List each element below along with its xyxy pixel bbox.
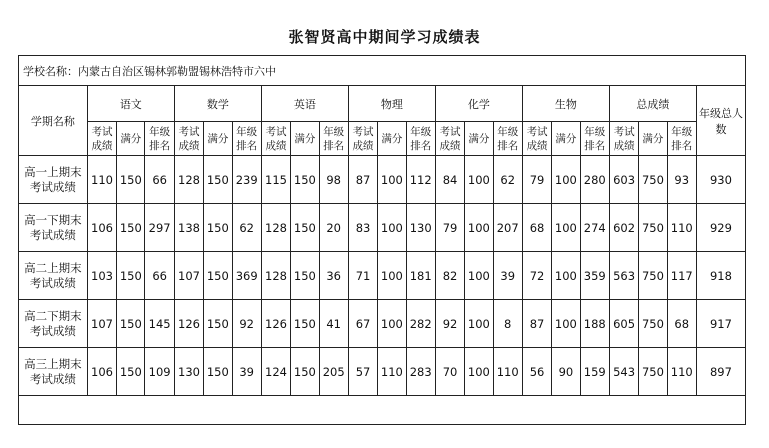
table-cell: 100 <box>552 300 580 348</box>
table-cell: 150 <box>291 348 319 396</box>
table-cell: 130 <box>406 204 435 252</box>
table-cell: 130 <box>174 348 203 396</box>
table-cell: 150 <box>291 156 319 204</box>
exam-score-header: 考试成绩 <box>522 122 551 156</box>
table-cell: 100 <box>465 300 493 348</box>
term-header: 学期名称 <box>19 86 88 156</box>
table-cell: 62 <box>232 204 261 252</box>
subject-header: 英语 <box>261 86 348 122</box>
table-cell: 92 <box>232 300 261 348</box>
grade-table-container <box>18 55 746 425</box>
table-cell: 150 <box>204 252 232 300</box>
table-cell: 145 <box>145 300 174 348</box>
table-cell: 68 <box>522 204 551 252</box>
table-cell: 128 <box>174 156 203 204</box>
term-name: 高二下期末考试成绩 <box>19 300 88 348</box>
table-cell: 87 <box>522 300 551 348</box>
table-cell: 602 <box>609 204 638 252</box>
table-cell: 72 <box>522 252 551 300</box>
exam-score-header: 考试成绩 <box>174 122 203 156</box>
table-cell: 150 <box>117 252 145 300</box>
table-cell: 205 <box>319 348 348 396</box>
table-cell: 70 <box>435 348 464 396</box>
table-cell: 605 <box>609 300 638 348</box>
full-score-header: 满分 <box>639 122 667 156</box>
table-cell: 930 <box>696 156 745 204</box>
page-title: 张智贤高中期间学习成绩表 <box>288 28 481 46</box>
table-cell: 603 <box>609 156 638 204</box>
table-cell: 84 <box>435 156 464 204</box>
full-score-header: 满分 <box>378 122 406 156</box>
table-row <box>19 156 746 204</box>
table-row <box>19 300 746 348</box>
table-cell: 150 <box>291 204 319 252</box>
table-cell: 297 <box>145 204 174 252</box>
table-cell: 150 <box>204 300 232 348</box>
table-cell: 750 <box>639 252 667 300</box>
table-cell: 68 <box>667 300 696 348</box>
subject-header: 数学 <box>174 86 261 122</box>
table-cell: 100 <box>465 252 493 300</box>
grade-rank-header: 年级排名 <box>667 122 696 156</box>
table-cell: 100 <box>552 252 580 300</box>
term-name: 高一上期末考试成绩 <box>19 156 88 204</box>
grade-rank-header: 年级排名 <box>580 122 609 156</box>
table-cell: 93 <box>667 156 696 204</box>
table-cell: 62 <box>493 156 522 204</box>
table-cell: 750 <box>639 204 667 252</box>
table-cell: 115 <box>261 156 290 204</box>
full-score-header: 满分 <box>291 122 319 156</box>
blank-row <box>19 396 746 425</box>
table-cell: 98 <box>319 156 348 204</box>
table-cell: 750 <box>639 300 667 348</box>
full-score-header: 满分 <box>465 122 493 156</box>
grade-rank-header: 年级排名 <box>145 122 174 156</box>
subject-header: 语文 <box>87 86 174 122</box>
table-cell: 36 <box>319 252 348 300</box>
table-cell: 79 <box>522 156 551 204</box>
table-cell: 79 <box>435 204 464 252</box>
table-cell: 543 <box>609 348 638 396</box>
table-cell: 100 <box>552 156 580 204</box>
term-name: 高一下期末考试成绩 <box>19 204 88 252</box>
exam-score-header: 考试成绩 <box>435 122 464 156</box>
subject-header: 化学 <box>435 86 522 122</box>
full-score-header: 满分 <box>552 122 580 156</box>
table-cell: 150 <box>117 300 145 348</box>
grade-rank-header: 年级排名 <box>232 122 261 156</box>
exam-score-header: 考试成绩 <box>609 122 638 156</box>
table-cell: 917 <box>696 300 745 348</box>
table-cell: 150 <box>117 204 145 252</box>
table-cell: 110 <box>378 348 406 396</box>
subject-header: 物理 <box>348 86 435 122</box>
table-cell: 181 <box>406 252 435 300</box>
table-cell: 124 <box>261 348 290 396</box>
table-cell: 83 <box>348 204 377 252</box>
table-cell: 929 <box>696 204 745 252</box>
grade-rank-header: 年级排名 <box>319 122 348 156</box>
table-cell: 359 <box>580 252 609 300</box>
table-cell: 150 <box>117 348 145 396</box>
table-cell: 100 <box>378 204 406 252</box>
table-cell: 20 <box>319 204 348 252</box>
table-cell: 107 <box>174 252 203 300</box>
full-score-header: 满分 <box>117 122 145 156</box>
table-cell: 126 <box>174 300 203 348</box>
table-cell: 100 <box>378 252 406 300</box>
exam-score-header: 考试成绩 <box>348 122 377 156</box>
table-cell: 39 <box>232 348 261 396</box>
table-cell: 150 <box>204 156 232 204</box>
table-cell: 159 <box>580 348 609 396</box>
table-cell: 66 <box>145 156 174 204</box>
exam-score-header: 考试成绩 <box>261 122 290 156</box>
term-name: 高二上期末考试成绩 <box>19 252 88 300</box>
table-cell: 56 <box>522 348 551 396</box>
table-cell: 274 <box>580 204 609 252</box>
table-cell: 90 <box>552 348 580 396</box>
table-cell: 150 <box>291 300 319 348</box>
table-cell: 57 <box>348 348 377 396</box>
table-cell: 110 <box>87 156 116 204</box>
table-cell: 39 <box>493 252 522 300</box>
blank-cell <box>19 396 746 425</box>
table-cell: 150 <box>291 252 319 300</box>
table-cell: 103 <box>87 252 116 300</box>
table-cell: 110 <box>667 348 696 396</box>
table-cell: 150 <box>204 348 232 396</box>
table-row <box>19 252 746 300</box>
total-count-header: 年级总人数 <box>696 86 745 156</box>
table-cell: 100 <box>378 156 406 204</box>
exam-score-header: 考试成绩 <box>87 122 116 156</box>
table-cell: 750 <box>639 156 667 204</box>
table-cell: 112 <box>406 156 435 204</box>
grade-rank-header: 年级排名 <box>406 122 435 156</box>
table-cell: 150 <box>117 156 145 204</box>
table-cell: 106 <box>87 204 116 252</box>
table-cell: 918 <box>696 252 745 300</box>
table-cell: 100 <box>552 204 580 252</box>
table-cell: 87 <box>348 156 377 204</box>
table-cell: 71 <box>348 252 377 300</box>
table-cell: 282 <box>406 300 435 348</box>
table-cell: 369 <box>232 252 261 300</box>
table-cell: 41 <box>319 300 348 348</box>
table-cell: 150 <box>204 204 232 252</box>
table-cell: 82 <box>435 252 464 300</box>
table-cell: 100 <box>378 300 406 348</box>
table-cell: 110 <box>493 348 522 396</box>
table-cell: 107 <box>87 300 116 348</box>
subject-header: 生物 <box>522 86 609 122</box>
table-cell: 128 <box>261 252 290 300</box>
table-cell: 207 <box>493 204 522 252</box>
grade-rank-header: 年级排名 <box>493 122 522 156</box>
term-name: 高三上期末考试成绩 <box>19 348 88 396</box>
table-cell: 283 <box>406 348 435 396</box>
table-cell: 66 <box>145 252 174 300</box>
table-cell: 8 <box>493 300 522 348</box>
table-cell: 67 <box>348 300 377 348</box>
table-cell: 750 <box>639 348 667 396</box>
table-cell: 110 <box>667 204 696 252</box>
table-cell: 100 <box>465 348 493 396</box>
subject-header: 总成绩 <box>609 86 696 122</box>
table-cell: 106 <box>87 348 116 396</box>
table-cell: 126 <box>261 300 290 348</box>
table-cell: 563 <box>609 252 638 300</box>
table-cell: 188 <box>580 300 609 348</box>
table-cell: 280 <box>580 156 609 204</box>
table-cell: 100 <box>465 156 493 204</box>
table-cell: 100 <box>465 204 493 252</box>
full-score-header: 满分 <box>204 122 232 156</box>
table-cell: 239 <box>232 156 261 204</box>
table-row <box>19 204 746 252</box>
table-row <box>19 348 746 396</box>
table-cell: 128 <box>261 204 290 252</box>
table-cell: 109 <box>145 348 174 396</box>
table-cell: 897 <box>696 348 745 396</box>
grade-table <box>18 55 746 425</box>
table-cell: 138 <box>174 204 203 252</box>
table-cell: 92 <box>435 300 464 348</box>
table-cell: 117 <box>667 252 696 300</box>
school-name: 学校名称：内蒙古自治区锡林郭勒盟锡林浩特市六中 <box>19 56 746 86</box>
